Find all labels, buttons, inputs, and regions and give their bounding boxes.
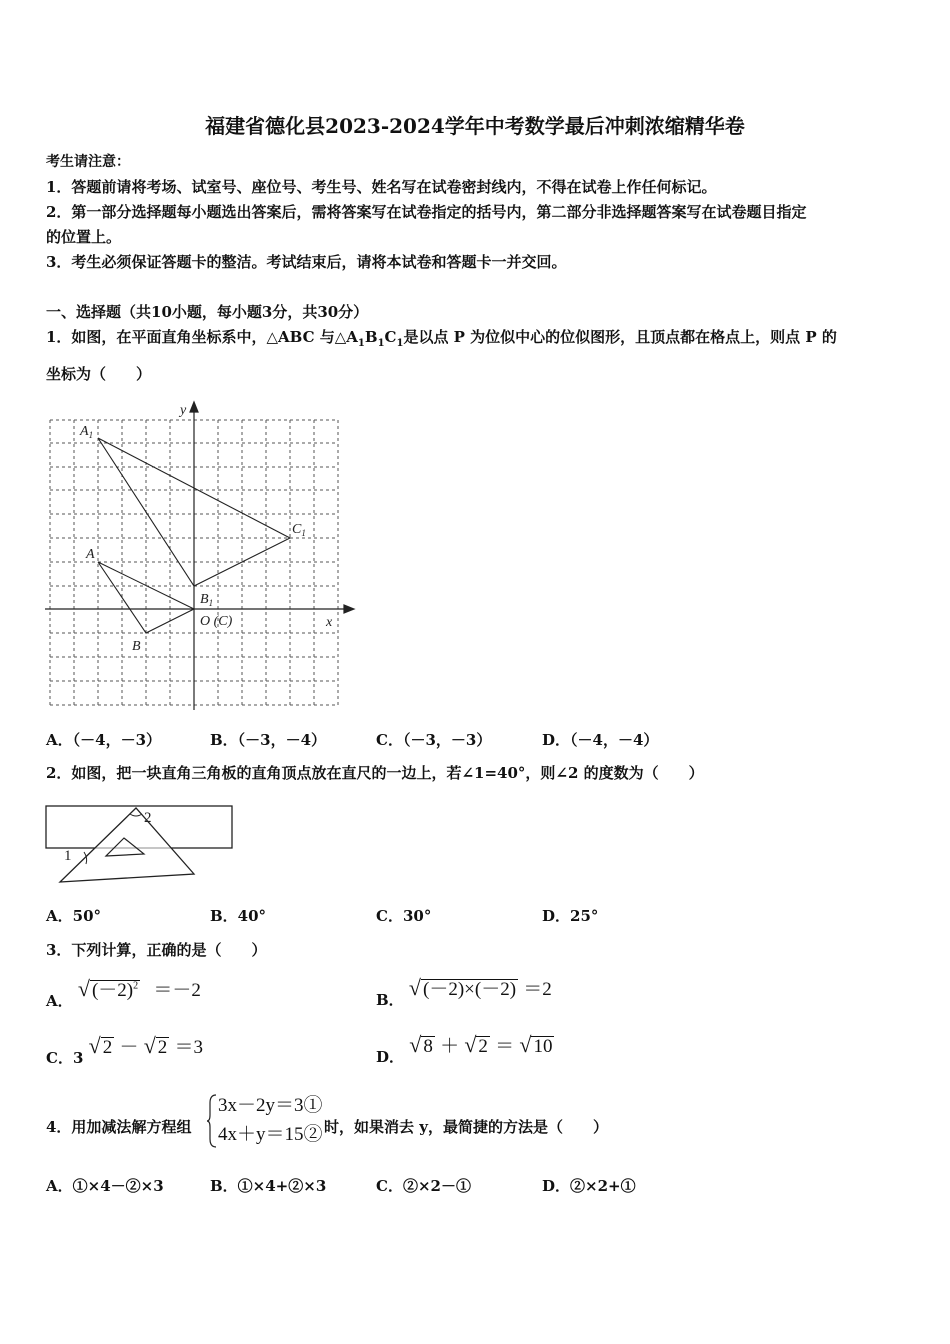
notice-heading: 考生请注意：: [46, 154, 130, 170]
q3-option-d: D． √ 8 ＋ √ 2 ＝ √ 10: [376, 1032, 553, 1066]
q1-option-d: D．（－4，－4）: [542, 731, 659, 749]
label-o-c: O (C): [200, 614, 233, 629]
q3-stem: 3．下列计算，正确的是（ ）: [46, 941, 267, 959]
q1-stem: 1．如图，在平面直角坐标系中，△ABC 与$\triangle A_1B_1C_1$是以点 P 为位似中心的位似图形，且顶点都在格点上，则点 P 的: [46, 328, 837, 349]
angle-1-label: 1: [64, 848, 72, 864]
notice-item-2-cont: 的位置上。: [46, 228, 122, 246]
label-a1: $A_1$: [80, 424, 94, 440]
q1-option-c: C．（－3，－3）: [376, 731, 492, 749]
q1-coordinate-figure: [40, 398, 360, 713]
q2-option-d: D．25°: [542, 907, 599, 925]
q4-stem-b: 时，如果消去 y，最简捷的方法是（ ）: [324, 1118, 608, 1136]
q4-equation-2: 4x＋y＝15②: [218, 1124, 323, 1145]
q3-option-c: C．3 √ 2 － √ 2 ＝3: [46, 1033, 204, 1067]
q2-ruler-triangle-figure: [44, 802, 240, 888]
q3-option-a: A． √ $(-2)^2 =-2$: [46, 976, 201, 1010]
label-x: x: [326, 615, 333, 630]
q2-stem: 2．如图，把一块直角三角板的直角顶点放在直尺的一边上，若∠1=40°，则∠2 的度数为（ ）: [46, 764, 704, 782]
q4-option-b: B．①×4+②×3: [210, 1177, 327, 1195]
set-square: [60, 808, 194, 882]
notice-item-2: 2．第一部分选择题每小题选出答案后，需将答案写在试卷指定的括号内，第二部分非选择题答案写在试卷题目指定: [46, 203, 807, 221]
q1-option-a: A．（－4，－3）: [46, 731, 162, 749]
q4-option-c: C．②×2－①: [376, 1177, 471, 1195]
label-b: B: [132, 639, 141, 654]
q2-option-c: C．30°: [376, 907, 432, 925]
label-b1: $B_1$: [200, 592, 214, 608]
q4-brace: [206, 1093, 218, 1149]
q4-option-d: D．②×2+①: [542, 1177, 636, 1195]
q4-stem-a: 4．用加减法解方程组: [46, 1118, 192, 1136]
section-heading: 一、选择题（共10小题，每小题3分，共30分）: [46, 303, 369, 321]
q4-equation-1: 3x－2y＝3①: [218, 1095, 323, 1116]
label-y: y: [180, 403, 187, 418]
notice-item-3: 3．考生必须保证答题卡的整洁。考试结束后，请将本试卷和答题卡一并交回。: [46, 253, 567, 271]
label-a: A: [86, 547, 95, 562]
q4-option-a: A．①×4－②×3: [46, 1177, 164, 1195]
q2-option-b: B．40°: [210, 907, 267, 925]
label-c1: $C_1$: [292, 522, 306, 538]
q1-stem-cont: 坐标为（ ）: [46, 365, 152, 383]
page-title: 福建省德化县2023-2024学年中考数学最后冲刺浓缩精华卷: [205, 114, 745, 138]
q3-option-b: B． √ (－2)×(－2) ＝2: [376, 975, 552, 1009]
q1-option-b: B．（－3，－4）: [210, 731, 327, 749]
angle-2-label: 2: [144, 810, 152, 826]
notice-item-1: 1．答题前请将考场、试室号、座位号、考生号、姓名写在试卷密封线内，不得在试卷上作任何标记。: [46, 178, 717, 196]
q2-option-a: A．50°: [46, 907, 102, 925]
